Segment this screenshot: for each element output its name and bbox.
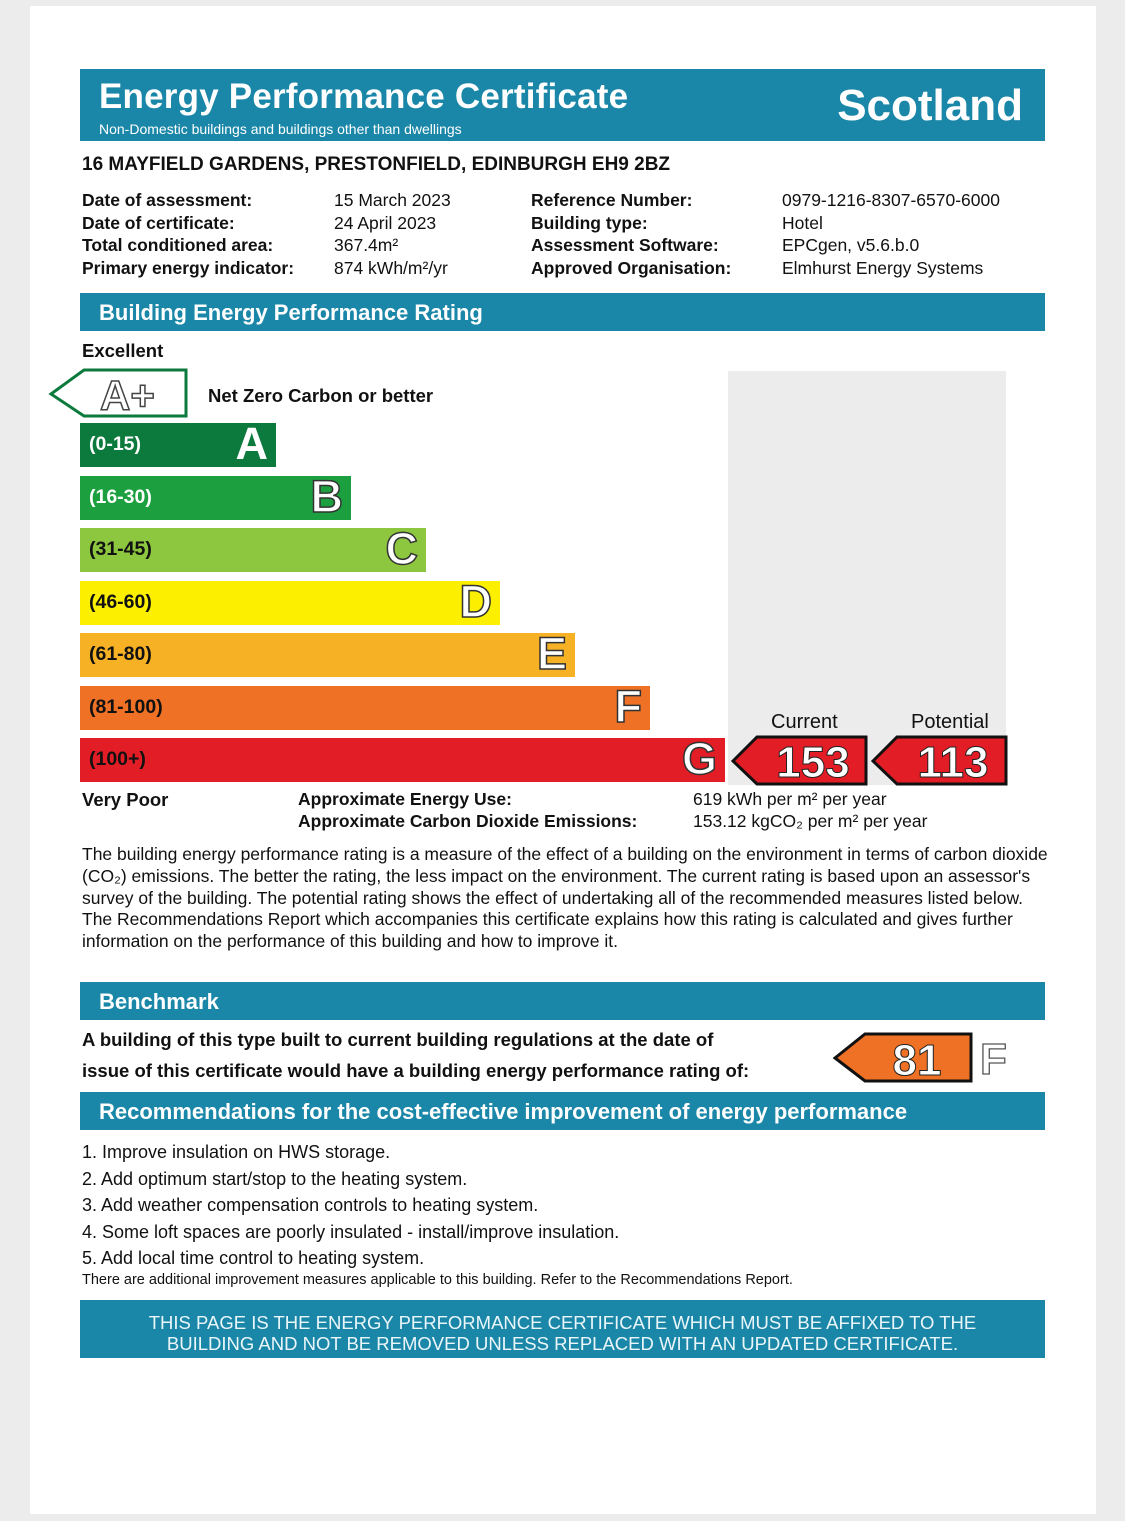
- certificate-subtitle: Non-Domestic buildings and buildings other than dwellings: [99, 121, 462, 137]
- rating-section-title: Building Energy Performance Rating: [99, 300, 483, 325]
- recommendations-section-header: [80, 1092, 1045, 1130]
- energy-use-value: 619 kWh per m² per year: [693, 789, 887, 809]
- very-poor-label: Very Poor: [82, 789, 169, 810]
- band-e: [80, 628, 575, 679]
- potential-rating-arrow: [871, 735, 1009, 787]
- detail-label: Primary energy indicator:: [82, 257, 295, 278]
- benchmark-text-line1: A building of this type built to current building regulations at the date of: [82, 1029, 714, 1050]
- current-rating-arrow: [731, 735, 869, 787]
- recommendation-item: 4. Some loft spaces are poorly insulated - install/improve insulation.: [82, 1221, 620, 1242]
- band-d: [80, 576, 500, 627]
- band-a-letter: A: [235, 418, 268, 469]
- recommendations-section-title: Recommendations for the cost-effective improvement of energy performance: [99, 1099, 908, 1124]
- rating-description: The building energy performance rating is a measure of the effect of a building on the environment in terms of carbon dioxide (CO₂) emissions. The better the rating, the less impact on the environment. The current rating is based upon an assessor's survey of the building. The potential rating shows the effect of undertaking all of the recommended measures listed below. The Recommendations Report which accompanies this certificate explains how this rating is calculated and gives further information on the performance of this building and how to improve it.: [82, 844, 1048, 952]
- excellent-label: Excellent: [82, 340, 164, 361]
- detail-label: Date of assessment:: [82, 190, 253, 210]
- band-f: [80, 681, 650, 732]
- band-d-letter: D: [459, 576, 492, 627]
- band-c-letter: C: [385, 523, 418, 574]
- co2-label: Approximate Carbon Dioxide Emissions:: [298, 811, 638, 831]
- band-f-letter: F: [614, 681, 642, 732]
- country-label: Scotland: [837, 81, 1023, 130]
- property-address: 16 MAYFIELD GARDENS, PRESTONFIELD, EDINBURGH EH9 2BZ: [82, 154, 671, 175]
- current-label: Current: [771, 711, 838, 733]
- detail-value: 874 kWh/m²/yr: [334, 257, 448, 278]
- detail-value: 367.4m²: [334, 235, 399, 255]
- benchmark-letter: F: [980, 1035, 1007, 1080]
- detail-label: Total conditioned area:: [82, 235, 274, 255]
- rating-section-header: [80, 293, 1045, 331]
- aplus-letter: A+: [100, 372, 155, 419]
- band-f-range: (81-100): [89, 696, 163, 718]
- details-left-labels: [82, 189, 294, 279]
- benchmark-section-title: Benchmark: [99, 989, 219, 1014]
- benchmark-rating-arrow: [833, 1032, 975, 1084]
- detail-label: Approved Organisation:: [531, 257, 732, 278]
- detail-value: EPCgen, v5.6.b.0: [782, 235, 920, 255]
- band-c: [80, 523, 426, 574]
- potential-rating-value: 113: [917, 738, 989, 787]
- detail-label: Building type:: [531, 212, 648, 233]
- detail-value: 15 March 2023: [334, 190, 451, 210]
- benchmark-value: 81: [892, 1036, 942, 1084]
- details-left-values: [334, 189, 451, 279]
- certificate-footer: [80, 1300, 1045, 1358]
- detail-value: Hotel: [782, 212, 823, 233]
- detail-value: 0979-1216-8307-6570-6000: [782, 190, 1000, 210]
- certificate-title: Energy Performance Certificate: [99, 77, 629, 116]
- band-a: [80, 418, 276, 469]
- band-b-range: (16-30): [89, 486, 152, 508]
- recommendation-item: 5. Add local time control to heating system.: [82, 1248, 425, 1269]
- band-b: [80, 471, 351, 522]
- band-g: [80, 733, 725, 784]
- energy-use-label: Approximate Energy Use:: [298, 789, 512, 809]
- recommendations-note: There are additional improvement measures applicable to this building. Refer to the Recommendations Report.: [82, 1272, 793, 1288]
- certificate-header: [80, 69, 1045, 141]
- band-d-range: (46-60): [89, 591, 152, 613]
- band-g-range: (100+): [89, 748, 146, 770]
- recommendation-item: 3. Add weather compensation controls to heating system.: [82, 1195, 539, 1216]
- recommendation-item: 1. Improve insulation on HWS storage.: [82, 1142, 391, 1162]
- band-e-range: (61-80): [89, 643, 152, 665]
- benchmark-text-line2: issue of this certificate would have a building energy performance rating of:: [82, 1060, 750, 1081]
- details-right-values: [782, 189, 1000, 279]
- current-rating-value: 153: [776, 738, 850, 787]
- detail-value: Elmhurst Energy Systems: [782, 257, 984, 278]
- potential-label: Potential: [911, 711, 989, 733]
- band-g-letter: G: [681, 733, 717, 784]
- recommendations-list: [82, 1139, 619, 1272]
- detail-label: Date of certificate:: [82, 212, 235, 233]
- recommendation-item: 2. Add optimum start/stop to the heating system.: [82, 1168, 468, 1189]
- co2-value: 153.12 kgCO₂ per m² per year: [693, 811, 928, 831]
- details-right-labels: [531, 189, 731, 279]
- footer-line2: BUILDING AND NOT BE REMOVED UNLESS REPLACED WITH AN UPDATED CERTIFICATE.: [166, 1332, 959, 1354]
- benchmark-section-header: [80, 982, 1045, 1020]
- band-e-letter: E: [536, 628, 567, 679]
- aplus-description: Net Zero Carbon or better: [208, 385, 434, 406]
- footer-line1: THIS PAGE IS THE ENERGY PERFORMANCE CERTIFICATE WHICH MUST BE AFFIXED TO THE: [148, 1312, 977, 1333]
- detail-label: Reference Number:: [531, 190, 693, 210]
- detail-value: 24 April 2023: [334, 212, 437, 233]
- band-b-letter: B: [310, 471, 343, 522]
- band-a-range: (0-15): [89, 433, 142, 455]
- benchmark-letter-wrap: [978, 1034, 1014, 1080]
- aplus-arrow: [48, 368, 190, 420]
- band-c-range: (31-45): [89, 538, 152, 560]
- detail-label: Assessment Software:: [531, 235, 719, 255]
